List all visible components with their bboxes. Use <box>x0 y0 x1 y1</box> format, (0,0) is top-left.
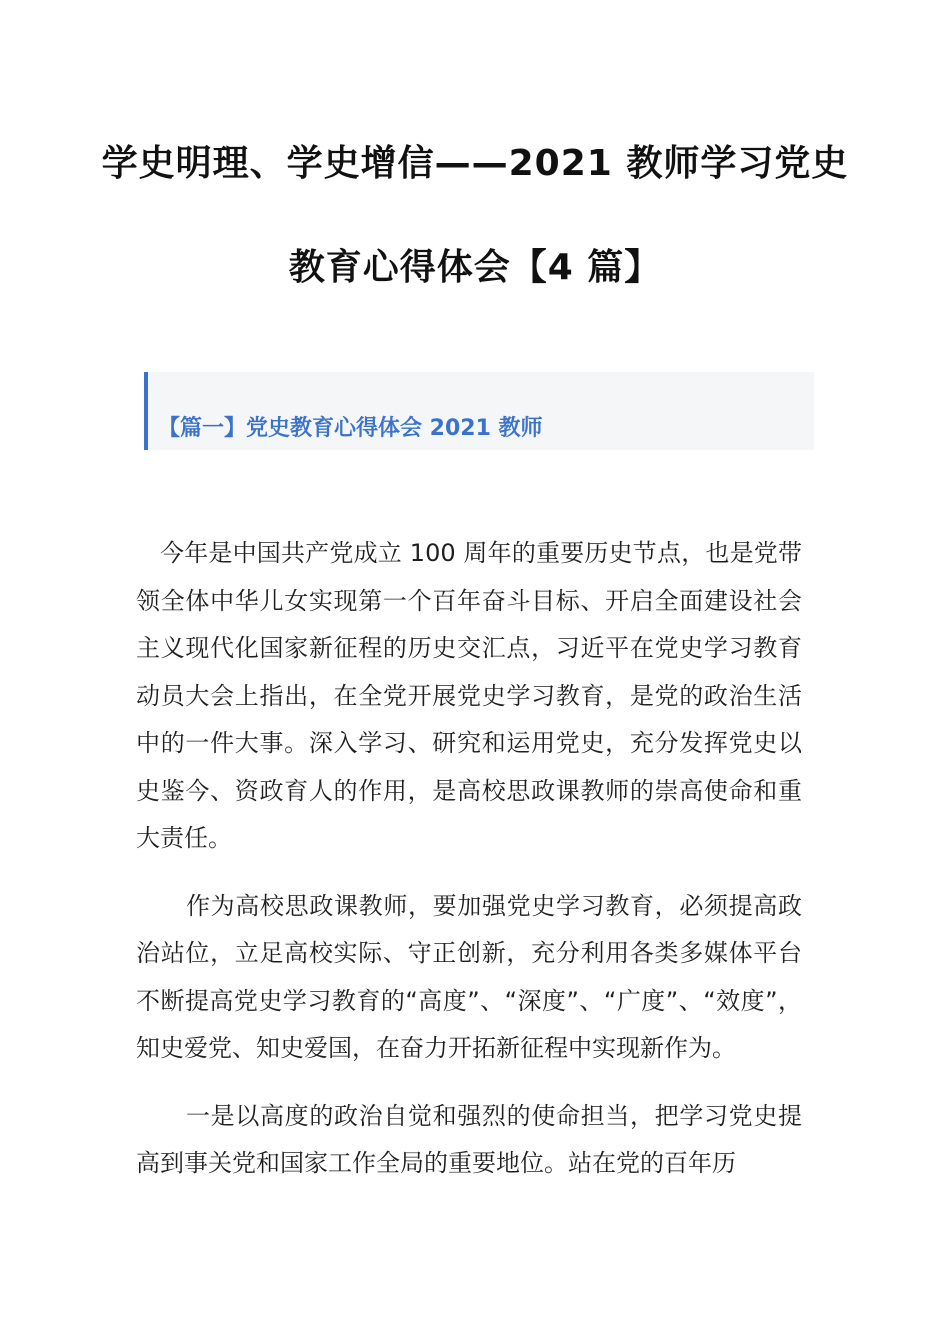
paragraph-3: 一是以高度的政治自觉和强烈的使命担当，把学习党史提高到事关党和国家工作全局的重要地位。站在党的百年历 <box>136 1101 802 1177</box>
document-title-line-2: 教育心得体会【4 篇】 <box>288 247 662 288</box>
paragraph-2: 作为高校思政课教师，要加强党史学习教育，必须提高政治站位，立足高校实际、守正创新，充分利用各类多媒体平台不断提高党史学习教育的“高度”、“深度”、“广度”、“效度”，知史爱党、知史爱国，在奋力开拓新征程中实现新作为。 <box>136 891 802 1062</box>
document-title-line-1: 学史明理、学史增信——2021 教师学习党史 <box>101 143 849 184</box>
section-heading-box <box>144 372 814 450</box>
document-body <box>136 530 802 1208</box>
paragraph-1: 今年是中国共产党成立 100 周年的重要历史节点，也是党带领全体中华儿女实现第一个百年奋斗目标、开启全面建设社会主义现代化国家新征程的历史交汇点，习近平在党史学习教育动员大会上指出，在全党开展党史学习教育，是党的政治生活中的一件大事。深入学习、研究和运用党史，充分发挥党史以史鉴今、资政育人的作用，是高校思政课教师的崇高使命和重大责任。 <box>136 539 802 852</box>
section-heading: 【篇一】党史教育心得体会 2021 教师 <box>158 416 543 441</box>
